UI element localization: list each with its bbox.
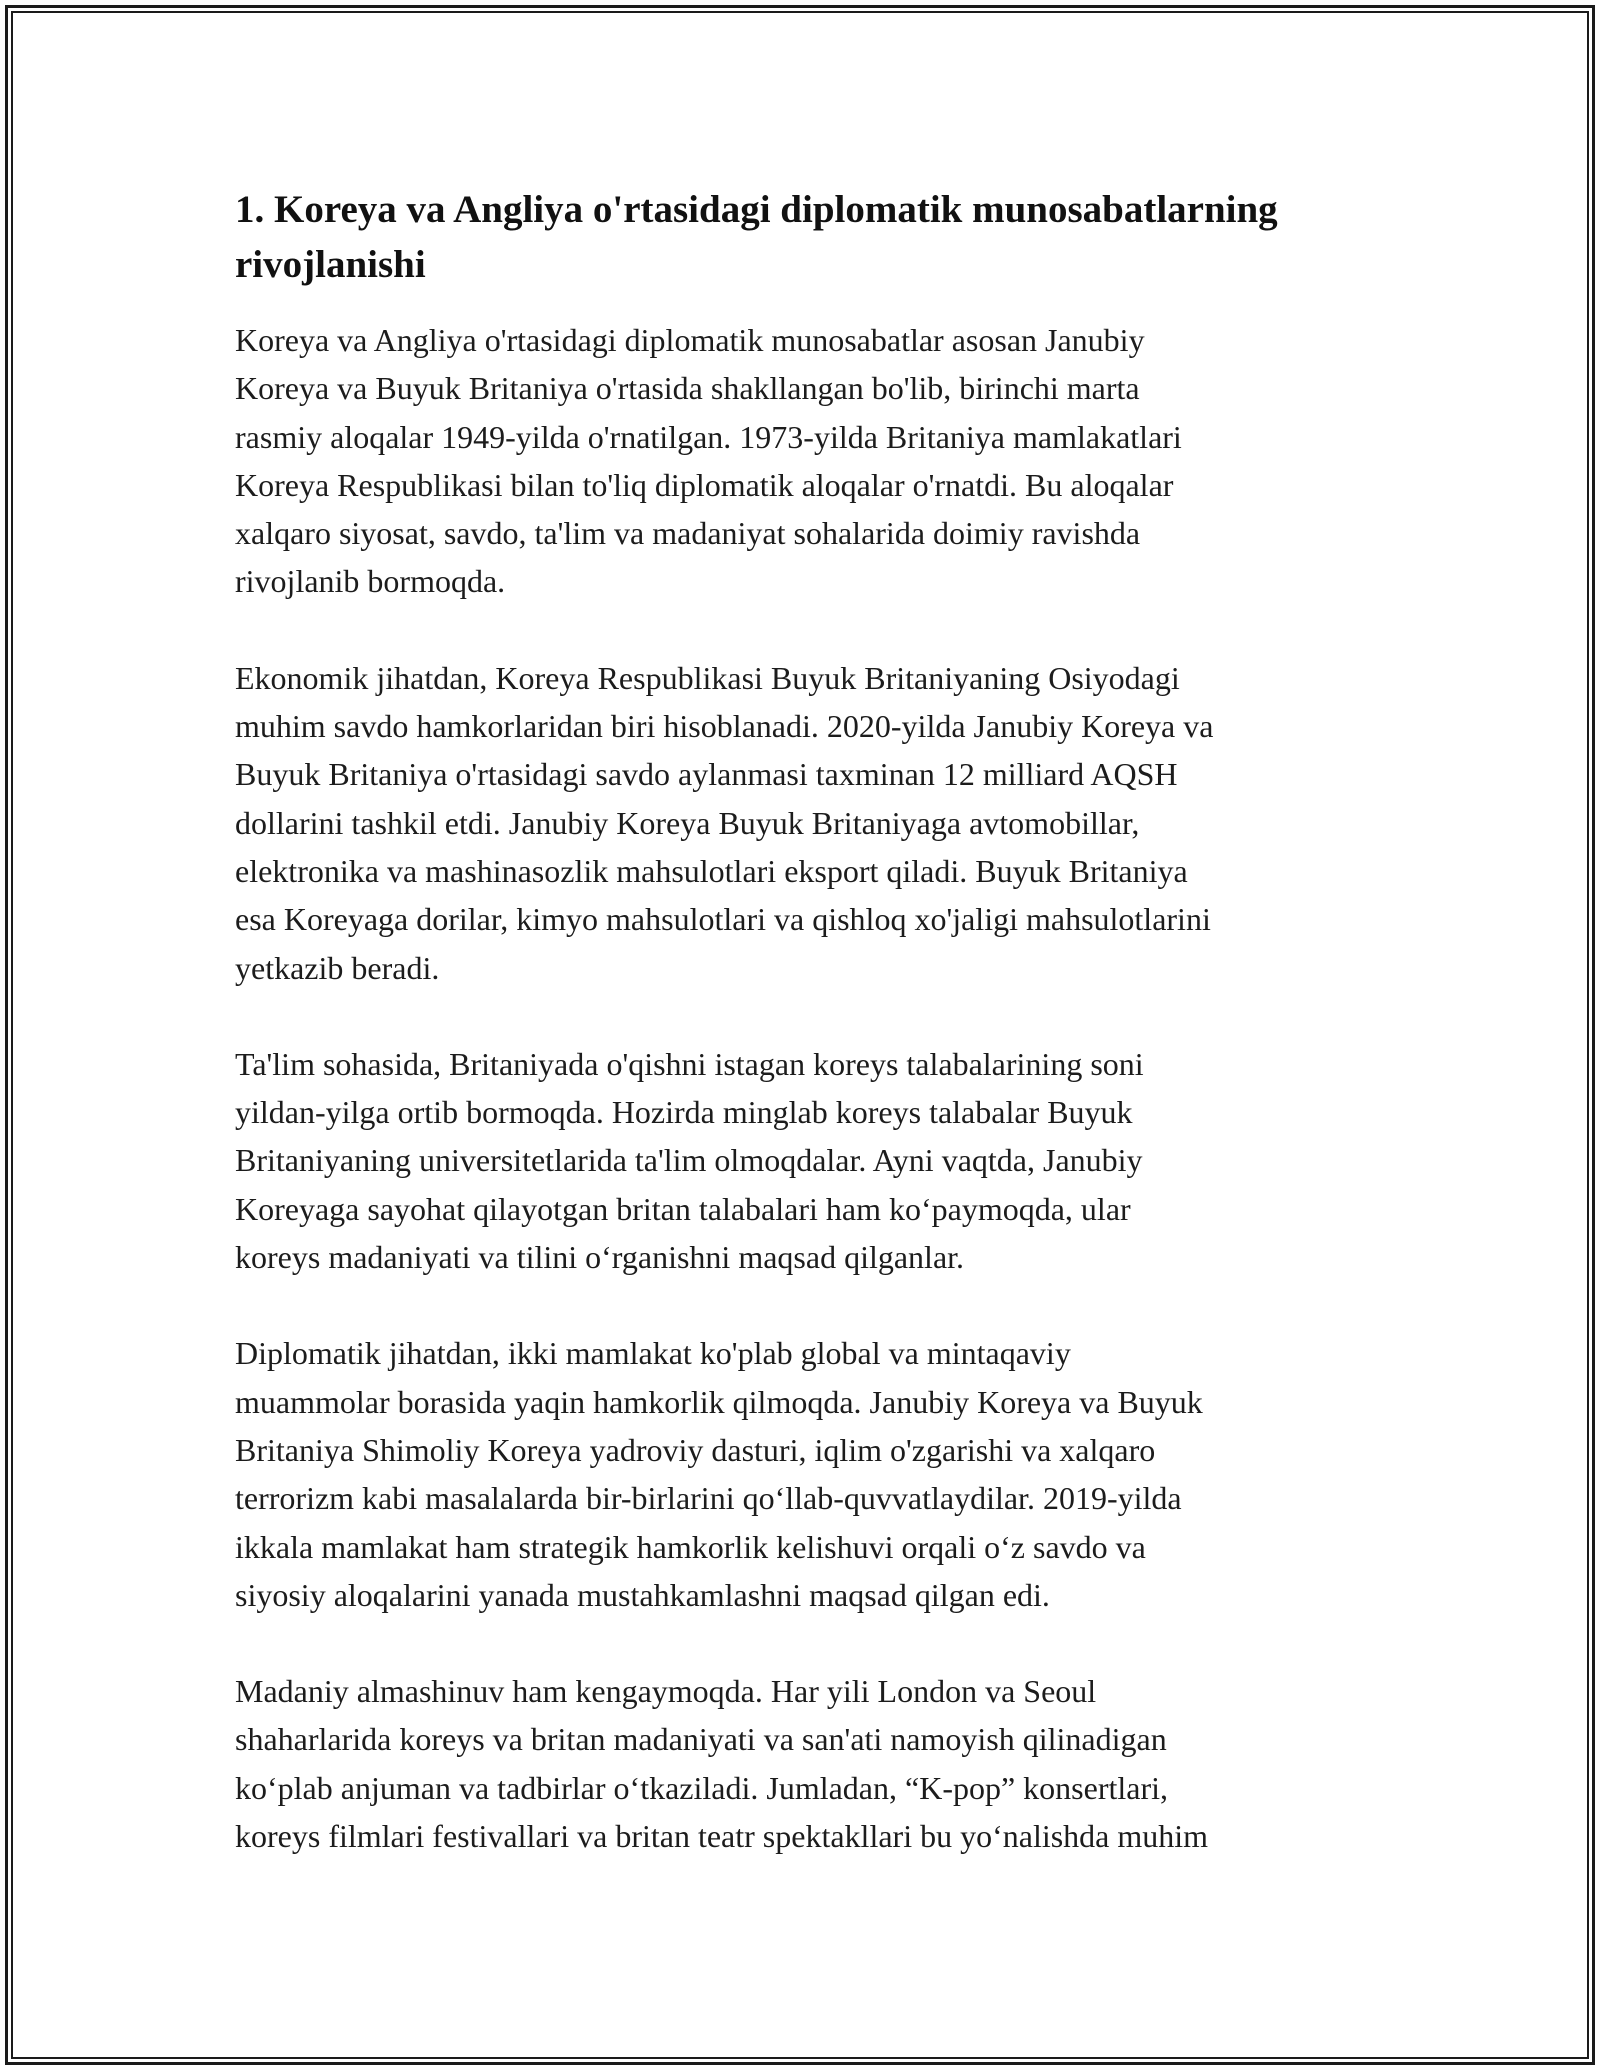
text-line: Ekonomik jihatdan, Koreya Respublikasi Buyuk Britaniyaning Osiyodagi (235, 659, 1180, 696)
text-line: Britaniya Shimoliy Koreya yadroviy dasturi, iqlim o'zgarishi va xalqaro (235, 1431, 1156, 1468)
heading-line: 1. Koreya va Angliya o'rtasidagi diplomatik munosabatlarning (235, 188, 1278, 231)
text-line: dollarini tashkil etdi. Janubiy Koreya Buyuk Britaniyaga avtomobillar, (235, 804, 1140, 841)
text-line: Madaniy almashinuv ham kengaymoqda. Har yili London va Seoul (235, 1673, 1097, 1710)
paragraph-economic (235, 654, 1365, 992)
text-line: yildan-yilga ortib bormoqda. Hozirda minglab koreys talabalar Buyuk (235, 1094, 1133, 1131)
paragraph-education (235, 1040, 1365, 1281)
text-line: ko‘plab anjuman va tadbirlar o‘tkaziladi. Jumladan, “K-pop” konsertlari, (235, 1769, 1169, 1806)
text-line: Koreya Respublikasi bilan to'liq diplomatik aloqalar o'rnatdi. Bu aloqalar (235, 466, 1174, 503)
text-line: Koreya va Buyuk Britaniya o'rtasida shakllangan bo'lib, birinchi marta (235, 370, 1140, 407)
text-line: Ta'lim sohasida, Britaniyada o'qishni istagan koreys talabalarining soni (235, 1045, 1144, 1082)
text-line: xalqaro siyosat, savdo, ta'lim va madaniyat sohalarida doimiy ravishda (235, 515, 1141, 552)
text-line: ikkala mamlakat ham strategik hamkorlik kelishuvi orqali o‘z savdo va (235, 1528, 1146, 1565)
text-line: esa Koreyaga dorilar, kimyo mahsulotlari va qishloq xo'jaligi mahsulotlarini (235, 901, 1211, 938)
text-line: terrorizm kabi masalalarda bir-birlarini qo‘llab-quvvatlaydilar. 2019-yilda (235, 1480, 1182, 1517)
paragraph-cultural-exchange (235, 1667, 1365, 1860)
text-line: rivojlanib bormoqda. (235, 563, 506, 600)
text-line: elektronika va mashinasozlik mahsulotlari eksport qiladi. Buyuk Britaniya (235, 852, 1188, 889)
paragraph-diplomacy (235, 1329, 1365, 1619)
text-line: yetkazib beradi. (235, 949, 440, 986)
text-line: rasmiy aloqalar 1949-yilda o'rnatilgan. 1973-yilda Britaniya mamlakatlari (235, 418, 1182, 455)
section-heading (235, 182, 1365, 292)
text-line: muammolar borasida yaqin hamkorlik qilmoqda. Janubiy Koreya va Buyuk (235, 1383, 1203, 1420)
text-line: muhim savdo hamkorlaridan biri hisoblanadi. 2020-yilda Janubiy Koreya va (235, 708, 1214, 745)
text-line: Diplomatik jihatdan, ikki mamlakat ko'plab global va mintaqaviy (235, 1335, 1071, 1372)
heading-line: rivojlanishi (235, 243, 426, 286)
text-line: Buyuk Britaniya o'rtasidagi savdo aylanmasi taxminan 12 milliard AQSH (235, 756, 1178, 793)
text-line: Koreya va Angliya o'rtasidagi diplomatik munosabatlar asosan Janubiy (235, 322, 1145, 358)
text-line: siyosiy aloqalarini yanada mustahkamlashni maqsad qilgan edi. (235, 1576, 1050, 1613)
text-line: Koreyaga sayohat qilayotgan britan talabalari ham ko‘paymoqda, ular (235, 1190, 1131, 1227)
text-line: koreys madaniyati va tilini o‘rganishni maqsad qilganlar. (235, 1239, 965, 1276)
paragraph-diplomatic-history (235, 316, 1365, 606)
text-line: Britaniyaning universitetlarida ta'lim olmoqdalar. Ayni vaqtda, Janubiy (235, 1142, 1143, 1179)
text-line: koreys filmlari festivallari va britan teatr spektakllari bu yo‘nalishda muhim (235, 1818, 1209, 1855)
document-body (235, 182, 1365, 1908)
text-line: shaharlarida koreys va britan madaniyati va san'ati namoyish qilinadigan (235, 1721, 1167, 1758)
